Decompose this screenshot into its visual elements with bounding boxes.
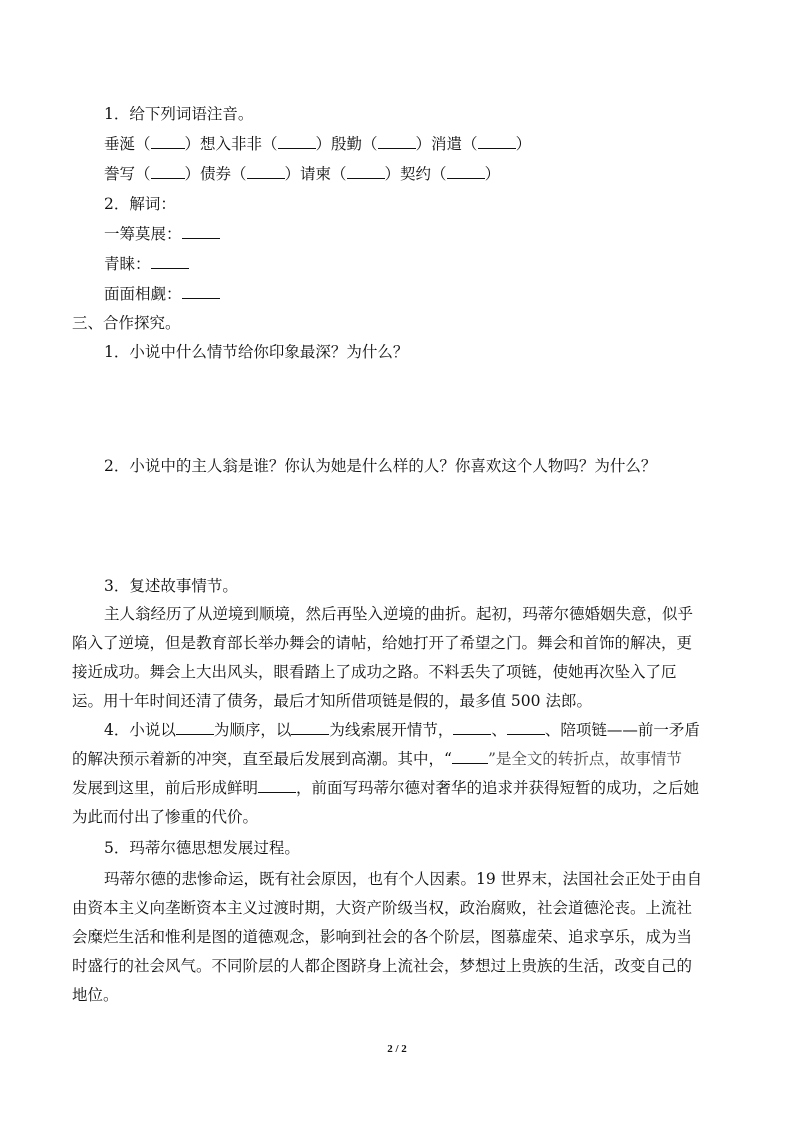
answer-blank[interactable]: [347, 164, 385, 179]
q1-row1: 垂涎（ ）想入非非（ ）殷勤（ ）消遣（ ）: [104, 135, 532, 153]
q3-line-4: 运。用十年时间还清了债务，最后才知所借项链是假的，最多值 500 法郎。: [72, 692, 592, 710]
answer-blank[interactable]: [452, 749, 488, 764]
answer-blank[interactable]: [447, 164, 485, 179]
answer-blank[interactable]: [478, 134, 516, 149]
q2-item-3: 面面相觑：: [104, 284, 220, 304]
answer-blank[interactable]: [278, 134, 316, 149]
q3-line-3: 接近成功。舞会上大出风头，眼看踏上了成功之路。不料丢失了项链，使她再次坠入了厄: [72, 663, 677, 681]
answer-blank[interactable]: [291, 720, 329, 735]
section3-heading: 三、合作探究。: [72, 314, 181, 332]
q4-line-1: 4．小说以 为顺序，以 为线索展开情节， 、 、陪项链——前一矛盾: [104, 721, 700, 739]
q3-line-2: 陷入了逆境，但是教育部长举办舞会的请帖，给她打开了希望之门。舞会和首饰的解决，更: [72, 634, 693, 652]
q5-line-2: 由资本主义向垄断资本主义过渡时期，大资产阶级当权，政治腐败，社会道德沦丧。上流社: [72, 899, 693, 917]
question-3: 3．复述故事情节。: [104, 577, 238, 595]
q2-item-2: 青睐：: [104, 254, 189, 274]
q4-line-4: 为此而付出了惨重的代价。: [72, 808, 259, 826]
q1-row2: 誊写（ ）债券（ ）请柬（ ）契约（ ）: [104, 165, 501, 183]
q5-line-1: 玛蒂尔德的悲惨命运，既有社会原因，也有个人因素。19 世界末，法国社会正处于由自: [104, 870, 703, 888]
q3-line-1: 主人翁经历了从逆境到顺境，然后再坠入逆境的曲折。起初，玛蒂尔德婚姻失意，似乎: [104, 605, 694, 623]
q2-item-1: 一筹莫展：: [104, 224, 220, 244]
answer-blank[interactable]: [258, 778, 296, 793]
question-5: 5．玛蒂尔德思想发展过程。: [104, 839, 300, 857]
q5-line-5: 地位。: [72, 986, 119, 1004]
answer-blank[interactable]: [151, 254, 189, 269]
answer-blank[interactable]: [151, 164, 185, 179]
answer-blank[interactable]: [182, 284, 220, 299]
page-number: 2 / 2: [387, 1043, 407, 1055]
q5-line-4: 时盛行的社会风气。不同阶层的人都企图跻身上流社会，梦想过上贵族的生活，改变自己的: [72, 957, 693, 975]
q4-line-2: 的解决预示着新的冲突，直至最后发展到高潮。其中，“ ”是全文的转折点，故事情节: [72, 750, 682, 768]
q5-line-3: 会糜烂生活和惟利是图的道德观念，影响到社会的各个阶层，图慕虚荣、追求享乐，成为当: [72, 928, 693, 946]
q1-heading: 1．给下列词语注音。: [104, 105, 254, 123]
answer-blank[interactable]: [151, 134, 185, 149]
answer-blank[interactable]: [182, 224, 220, 239]
answer-blank[interactable]: [247, 164, 285, 179]
answer-blank[interactable]: [453, 720, 491, 735]
q4-line-3: 发展到这里，前后形成鲜明 ，前面写玛蒂尔德对奢华的追求并获得短暂的成功，之后她: [72, 779, 700, 797]
question-2: 2．小说中的主人翁是谁？你认为她是什么样的人？你喜欢这个人物吗？为什么？: [104, 457, 657, 475]
question-1: 1．小说中什么情节给你印象最深？为什么？: [104, 343, 409, 361]
answer-blank[interactable]: [507, 720, 545, 735]
answer-blank[interactable]: [176, 720, 214, 735]
q2-heading: 2．解词：: [104, 195, 176, 213]
answer-blank[interactable]: [378, 134, 416, 149]
